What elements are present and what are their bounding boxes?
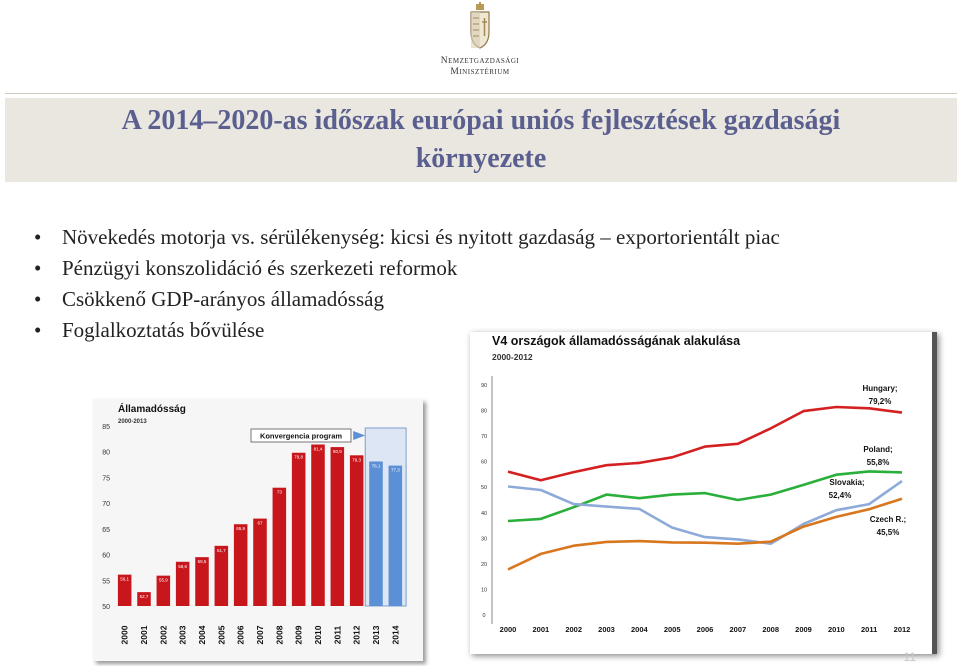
x-tick-label: 2004: [630, 625, 648, 634]
series-label: Poland;: [863, 445, 893, 454]
debt-bar-chart: [93, 399, 423, 661]
x-tick-label: 2002: [565, 625, 583, 634]
bullet-list: [34, 222, 924, 346]
series-value-label: 52,4%: [828, 491, 852, 500]
y-tick-label: 70: [480, 434, 488, 441]
bar-value-label: 52,7: [139, 594, 149, 600]
x-tick-label: 2009: [293, 625, 304, 645]
chart-subtitle: 2000-2013: [118, 419, 147, 425]
x-tick-label: 2008: [274, 625, 285, 645]
bullet-text: Növekedés motorja vs. sérülékenység: kicsi és nyitott gazdaság – exportorientált piac: [62, 225, 780, 249]
bar: [273, 488, 287, 606]
header-divider: [5, 93, 957, 94]
y-tick-label: 55: [102, 578, 110, 586]
bar-value-label: 79,8: [294, 454, 304, 460]
bar: [350, 455, 364, 606]
x-tick-label: 2003: [177, 625, 188, 645]
ministry-logo: [420, 2, 540, 82]
bullet-text: Csökkenő GDP-arányos államadósság: [62, 287, 384, 311]
x-tick-label: 2007: [255, 625, 265, 645]
bar: [195, 557, 209, 606]
bar-value-label: 67: [257, 520, 263, 526]
y-tick-label: 40: [480, 510, 488, 517]
bar-value-label: 81,4: [313, 446, 323, 452]
bar-value-label: 79,3: [352, 457, 362, 463]
y-tick-label: 50: [102, 604, 110, 611]
x-tick-label: 2005: [663, 625, 681, 634]
x-tick-label: 2007: [729, 625, 747, 634]
ministry-name-line2: Minisztérium: [450, 67, 510, 77]
bar: [369, 461, 383, 606]
bar-value-label: 77,3: [390, 467, 400, 473]
v4-debt-line-chart-svg: [470, 332, 932, 654]
page-title-line2: környezete: [415, 143, 547, 174]
y-tick-label: 80: [480, 408, 488, 415]
y-tick-label: 0: [482, 613, 486, 619]
bar: [292, 453, 306, 606]
series-value-label: 79,2%: [868, 397, 892, 406]
x-tick-label: 2000: [499, 625, 517, 634]
y-tick-label: 50: [480, 485, 488, 492]
x-tick-label: 2003: [598, 625, 615, 634]
series-label: Czech R.;: [869, 515, 907, 524]
bullet-item: • Foglalkoztatás bővülése: [34, 318, 265, 342]
bar: [234, 524, 248, 606]
y-tick-label: 60: [480, 459, 488, 466]
v4-debt-line-chart: [470, 332, 937, 654]
bar-value-label: 58,6: [178, 563, 188, 569]
y-tick-label: 60: [102, 552, 110, 560]
bar: [311, 445, 325, 606]
chart-subtitle: 2000-2012: [492, 352, 533, 362]
x-tick-label: 2008: [762, 625, 780, 634]
bar-value-label: 73: [276, 489, 282, 495]
x-tick-label: 2000: [119, 625, 130, 645]
bar: [389, 466, 403, 606]
y-tick-label: 20: [480, 561, 488, 568]
x-tick-label: 2002: [158, 625, 169, 645]
x-tick-label: 2012: [351, 625, 362, 645]
chart-title: V4 országok államadósságának alakulása: [492, 334, 741, 348]
annotation-arrow: [353, 431, 365, 440]
y-tick-label: 85: [102, 424, 110, 431]
bar: [215, 546, 229, 606]
bar-value-label: 78,1: [371, 463, 381, 469]
x-tick-label: 2006: [696, 625, 714, 634]
series-line: [508, 407, 902, 480]
y-tick-label: 30: [480, 536, 488, 543]
x-tick-label: 2013: [371, 625, 381, 645]
x-tick-label: 2011: [861, 625, 878, 634]
y-tick-label: 90: [480, 383, 488, 389]
x-tick-label: 2004: [197, 625, 207, 645]
bullet-text: Pénzügyi konszolidáció és szerkezeti reformok: [62, 256, 458, 280]
x-tick-label: 2010: [313, 625, 323, 645]
x-tick-label: 2014: [390, 625, 401, 645]
y-tick-label: 70: [102, 501, 110, 509]
y-tick-label: 75: [102, 475, 110, 483]
y-tick-label: 10: [480, 587, 488, 594]
coat-of-arms-icon: [467, 2, 493, 52]
x-tick-label: 2009: [795, 625, 812, 634]
debt-bar-chart-svg: [93, 399, 423, 661]
chart-title: Államadósság: [118, 404, 186, 415]
series-value-label: 45,5%: [876, 528, 900, 537]
ministry-name-line1: Nemzetgazdasági: [440, 56, 520, 66]
series-label: Hungary;: [862, 384, 898, 393]
bar-value-label: 65,9: [236, 526, 246, 532]
bar-value-label: 56,1: [120, 576, 130, 582]
bar: [331, 447, 345, 606]
page-title-line1: A 2014–2020-as időszak európai uniós fejlesztések gazdasági: [121, 105, 841, 136]
series-value-label: 55,8%: [866, 458, 890, 467]
bullet-item: • Növekedés motorja vs. sérülékenység: kicsi és nyitott gazdaság – exportorientált piac: [34, 225, 780, 249]
bullet-item: • Csökkenő GDP-arányos államadósság: [34, 287, 384, 311]
x-tick-label: 2001: [532, 625, 550, 634]
title-bar: [5, 98, 957, 182]
page-title: [5, 102, 957, 178]
bullet-item: • Pénzügyi konszolidáció és szerkezeti reformok: [34, 256, 458, 280]
y-tick-label: 65: [102, 526, 110, 534]
series-label: Slovakia;: [829, 478, 865, 487]
x-tick-label: 2006: [235, 625, 246, 645]
page-number: 11: [903, 650, 916, 664]
x-tick-label: 2011: [332, 625, 343, 645]
bar-value-label: 59,5: [197, 559, 207, 565]
x-tick-label: 2001: [139, 625, 149, 645]
bar-value-label: 80,9: [332, 449, 342, 455]
annotation-label: Konvergencia program: [259, 431, 343, 441]
bullet-text: Foglalkoztatás bővülése: [62, 318, 265, 342]
bar-value-label: 55,9: [158, 577, 168, 583]
x-tick-label: 2010: [827, 625, 845, 634]
y-tick-label: 80: [102, 449, 110, 457]
x-tick-label: 2012: [893, 625, 911, 634]
bar: [253, 519, 267, 606]
x-tick-label: 2005: [216, 625, 227, 645]
bar-value-label: 61,7: [216, 547, 226, 553]
